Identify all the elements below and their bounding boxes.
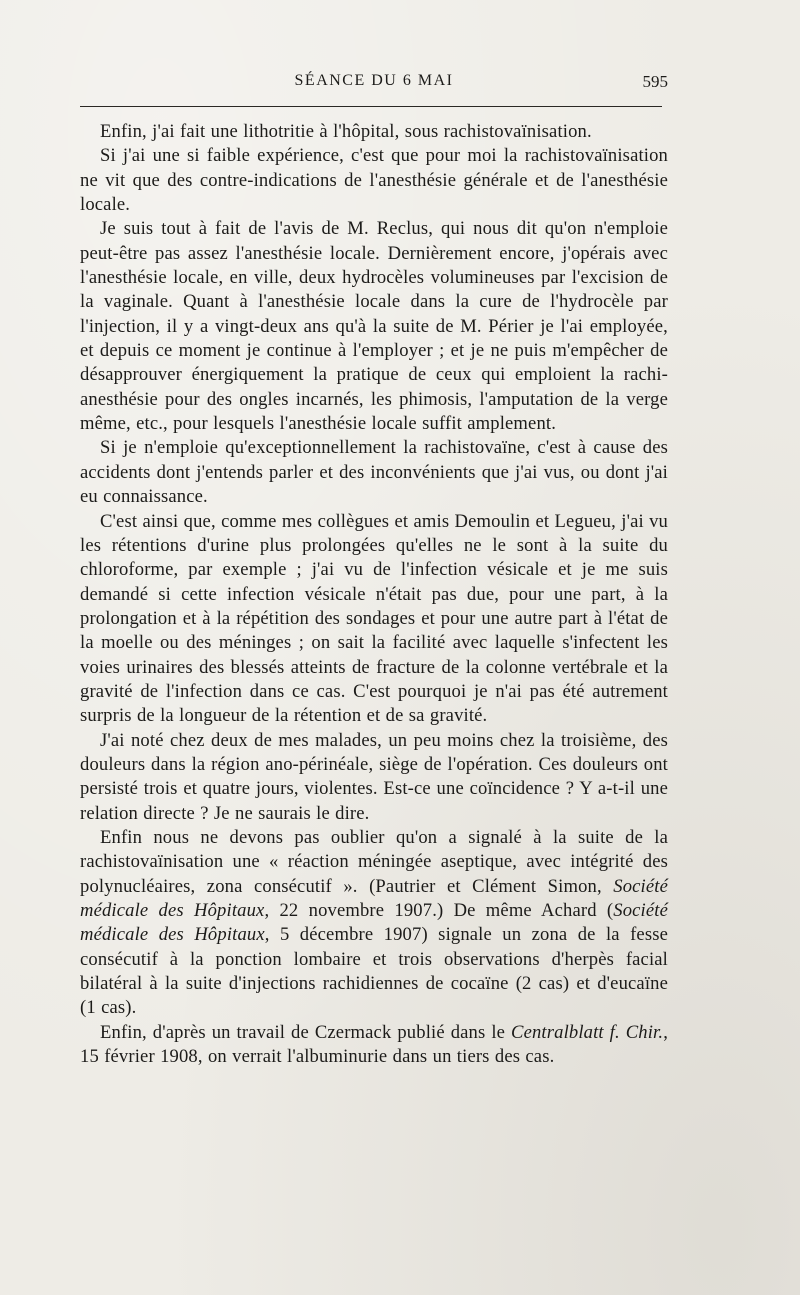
- paragraph-reaction-meningee: [80, 826, 668, 1021]
- header-rule: [80, 106, 662, 107]
- paragraph-experience: Si j'ai une si faible expérience, c'est que pour moi la rachistovaïnisation ne vit que des contre-indications de l'anesthésie générale et de l'anesthésie locale.: [80, 145, 668, 216]
- journal-title: Société médicale des Hôpitaux: [80, 875, 668, 921]
- page-header: [80, 68, 668, 94]
- paragraph-reclus: Je suis tout à fait de l'avis de M. Reclus, qui nous dit qu'on n'emploie peut-être pas assez l'anesthésie locale. Dernièrement encore, j'opérais avec l'anesthésie locale, en ville, deux hydrocèles volumineuses par l'excision de la vaginale. Quant à l'anesthésie locale dans la cure de l'hydrocèle par l'injection, il y a vingt-deux ans qu'à la suite de M. Périer je l'ai employée, et depuis ce moment je continue à l'employer ; et je ne puis m'empêcher de désapprouver énergiquement la pratique de ceux qui emploient la rachi-anesthésie pour des ongles incarnés, les phimosis, l'amputation de la verge même, etc., pour lesquels l'anesthésie locale suffit amplement.: [80, 218, 668, 435]
- text-segment: , 22 novembre 1907.) De même Achard (: [264, 900, 614, 921]
- running-title: SÉANCE DU 6 MAI: [294, 72, 454, 89]
- paragraph-douleurs: J'ai noté chez deux de mes malades, un peu moins chez la troisième, des douleurs dans la région ano-périnéale, siège de l'opération. Ces douleurs ont persisté trois et quatre jours, violentes. Est-ce une coïncidence ? Y a-t-il une relation directe ? Je ne saurais le dire.: [80, 729, 668, 824]
- paragraph-accidents: Si je n'emploie qu'exceptionnellement la rachistovaïne, c'est à cause des accidents dont j'entends parler et des inconvénients que j'ai vus, ou dont j'ai eu connaissance.: [80, 437, 668, 508]
- paragraph-retentions: C'est ainsi que, comme mes collègues et amis Demoulin et Legueu, j'ai vu les rétentions d'urine plus prolongées qu'elles ne le sont à la suite du chloroforme, par exemple ; j'ai vu de l'infection vésicale et je me suis demandé si cette infection vésicale n'était pas due, pour une part, à la prolongation et à la répétition des sondages et pour une autre part à l'état de la moelle ou des méninges ; on sait la facilité avec laquelle s'infectent les voies urinaires des blessés atteints de fracture de la colonne vertébrale et la gravité de l'infection dans ce cas. C'est pourquoi je n'ai pas été autrement surpris de la longueur de la rétention et de sa gravité.: [80, 510, 668, 727]
- paragraph-czermack: [80, 1021, 668, 1070]
- text-segment: Enfin, d'après un travail de Czermack publié dans le: [100, 1021, 512, 1043]
- text-segment: , 5 décembre 1907) signale un zona de la fesse consécutif à la ponction lombaire et trois observations d'herpès facial bilatéral à la suite d'injections rachidiennes de cocaïne (2 cas) et d'eucaïne (1 cas).: [80, 924, 668, 1019]
- body-text: [80, 120, 668, 1069]
- text-segment: , 15 février 1908, on verrait l'albuminurie dans un tiers des cas.: [80, 1021, 668, 1068]
- paragraph-lithotritie: Enfin, j'ai fait une lithotritie à l'hôpital, sous rachistovaïnisation.: [100, 121, 592, 142]
- text-segment: Enfin nous ne devons pas oublier qu'on a signalé à la suite de la rachistovaïnisation une « réaction méningée aseptique, avec intégrité des polynucléaires, zona consécutif ». (Pautrier et Clément Simon,: [80, 826, 668, 897]
- journal-title: Société médicale des Hôpitaux: [80, 900, 668, 946]
- journal-title: Centralblatt f. Chir.: [511, 1021, 664, 1043]
- page-number: 595: [642, 72, 668, 91]
